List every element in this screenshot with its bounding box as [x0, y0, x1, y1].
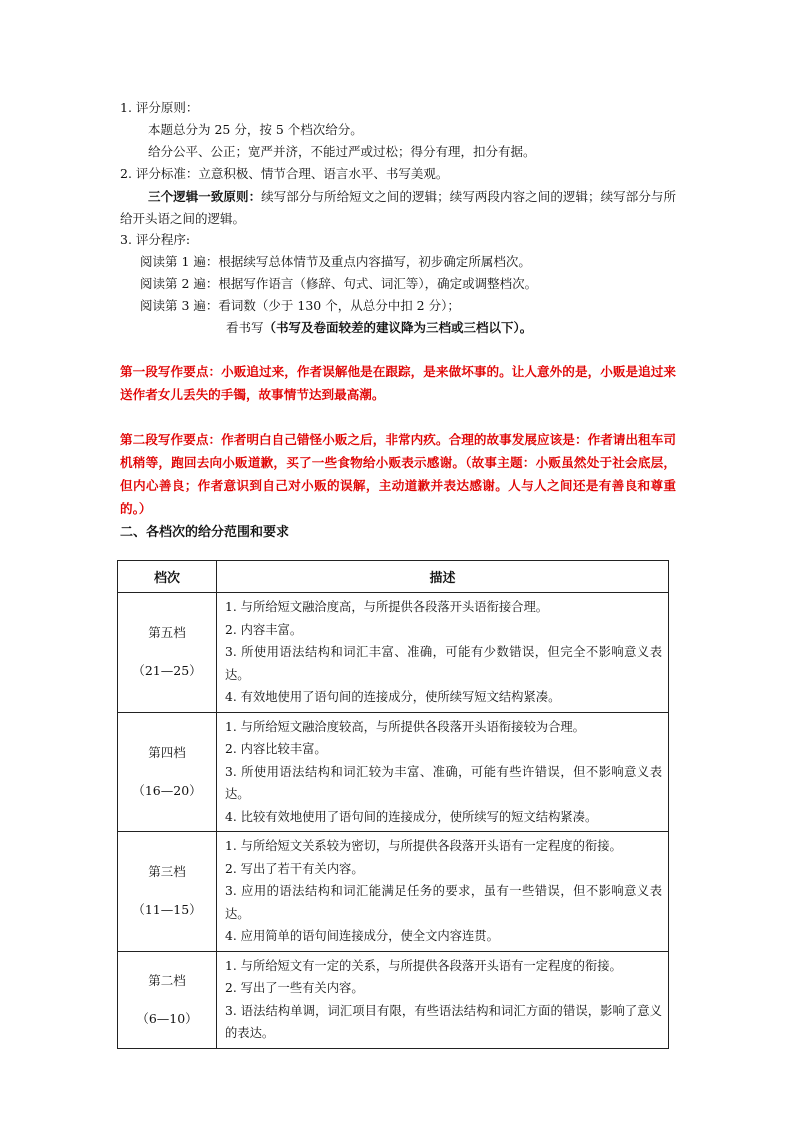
- handwriting-label: 看书写: [226, 320, 264, 335]
- scoring-principle-line: 给分公平、公正；宽严并济，不能过严或过松；得分有理，扣分有据。: [148, 144, 536, 159]
- criterion: 2. 内容比较丰富。: [225, 742, 327, 756]
- reading-step: 阅读第 2 遍：根据写作语言（修辞、句式、词汇等），确定或调整档次。: [140, 276, 538, 291]
- table-header-row: [118, 561, 669, 593]
- reading-step: 阅读第 3 遍：看词数（少于 130 个，从总分中扣 2 分）；: [140, 298, 460, 313]
- table-row: [118, 832, 669, 952]
- criterion: 3. 语法结构单调，词汇项目有限，有些语法结构和词汇方面的错误，影响了意义的表达。: [225, 1003, 662, 1040]
- level-cell: [118, 832, 217, 952]
- header-description: 描述: [217, 561, 669, 593]
- description-cell: [217, 951, 669, 1048]
- criterion: 4. 比较有效地使用了语句间的连接成分，使所续写的短文结构紧凑。: [225, 809, 598, 824]
- criterion: 3. 所使用语法结构和词汇丰富、准确，可能有少数错误，但完全不影响意义表达。: [225, 645, 662, 682]
- handwriting-note: [226, 318, 532, 338]
- criterion: 3. 所使用语法结构和词汇较为丰富、准确，可能有些许错误，但不影响意义表达。: [225, 764, 662, 801]
- level-name: 第二档: [148, 972, 186, 988]
- level-name: 第四档: [148, 744, 186, 760]
- paragraph-one-key-points: 第一段写作要点：小贩追过来，作者误解他是在跟踪，是来做坏事的。让人意外的是，小贩是追过来送作者女儿丢失的手镯，故事情节达到最高潮。: [120, 364, 676, 402]
- description-cell: [217, 832, 669, 952]
- level-range: （6—10）: [136, 1010, 198, 1026]
- level-cell: [118, 712, 217, 832]
- scoring-procedure-title: 3. 评分程序:: [120, 232, 191, 247]
- table-row: [118, 951, 669, 1048]
- logic-principle-paragraph: [120, 186, 676, 230]
- criterion: 1. 与所给短文融洽度高，与所提供各段落开头语衔接合理。: [225, 600, 549, 614]
- level-name: 第五档: [148, 625, 186, 641]
- level-cell: [118, 593, 217, 713]
- logic-principle-label: 三个逻辑一致原则：: [148, 189, 262, 204]
- criterion: 1. 与所给短文关系较为密切，与所提供各段落开头语有一定程度的衔接。: [225, 839, 622, 853]
- criterion: 2. 内容丰富。: [225, 622, 303, 637]
- criterion: 4. 有效地使用了语句间的连接成分，使所续写短文结构紧凑。: [225, 690, 561, 704]
- paragraph-two-key-points: 第二段写作要点：作者明白自己错怪小贩之后，非常内疚。合理的故事发展应该是：作者请出租车司机稍等，跑回去向小贩道歉，买了一些食物给小贩表示感谢。（故事主题：小贩虽然处于社会底层，但内心善良；作者意识到自己对小贩的误解，主动道歉并表达感谢。人与人之间还是有善良和尊重的。）: [120, 432, 676, 516]
- table-row: [118, 712, 669, 832]
- description-cell: [217, 593, 669, 713]
- handwriting-advice: （书写及卷面较差的建议降为三档或三档以下）。: [263, 320, 533, 335]
- scoring-principle-title: 1. 评分原则：: [120, 100, 199, 115]
- criterion: 1. 与所给短文有一定的关系，与所提供各段落开头语有一定程度的衔接。: [225, 958, 622, 973]
- level-range: （11—15）: [132, 902, 202, 918]
- scoring-principle-line: 本题总分为 25 分，按 5 个档次给分。: [148, 122, 363, 137]
- level-name: 第三档: [148, 864, 186, 880]
- criterion: 2. 写出了若干有关内容。: [225, 861, 364, 876]
- logic-principle-text: 续写部分与所给短文之间的逻辑；续写两段内容之间的逻辑；续写部分与所给开头语之间的逻辑。: [120, 189, 676, 226]
- level-cell: [118, 951, 217, 1048]
- reading-step: 阅读第 1 遍：根据续写总体情节及重点内容描写，初步确定所属档次。: [140, 254, 531, 269]
- criterion: 2. 写出了一些有关内容。: [225, 981, 364, 995]
- scoring-standard-title: 2. 评分标准：立意积极、情节合理、语言水平、书写美观。: [120, 166, 449, 181]
- header-level: 档次: [118, 561, 217, 593]
- table-row: [118, 593, 669, 713]
- level-range: （16—20）: [132, 782, 202, 798]
- section-two-heading: 二、各档次的给分范围和要求: [120, 525, 290, 540]
- criterion: 4. 应用简单的语句间连接成分，使全文内容连贯。: [225, 929, 499, 943]
- description-cell: [217, 712, 669, 832]
- criterion: 3. 应用的语法结构和词汇能满足任务的要求，虽有一些错误，但不影响意义表达。: [225, 884, 662, 921]
- level-range: （21—25）: [132, 663, 202, 679]
- grading-table: [117, 560, 669, 1049]
- criterion: 1. 与所给短文融洽度较高，与所提供各段落开头语衔接较为合理。: [225, 719, 585, 734]
